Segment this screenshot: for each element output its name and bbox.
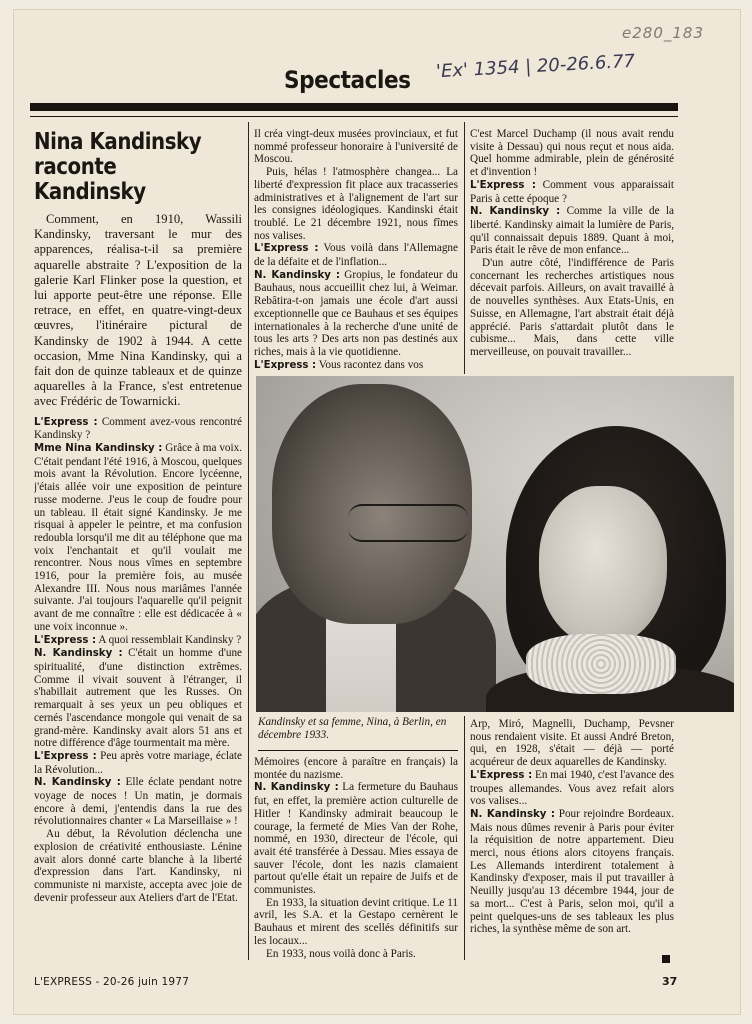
kandinsky-couple-photo (256, 376, 734, 712)
photo-caption: Kandinsky et sa femme, Nina, à Berlin, en décembre 1933. (258, 716, 447, 741)
speaker-label: N. Kandinsky : (254, 782, 339, 794)
interview-paragraph: N. Kandinsky : Comme la ville de la liberté. Kandinsky aimait la lumière de Paris, qu'il connaissait depuis 1889. Quant à moi, Paris était le rêve de mon enfance... (470, 205, 674, 257)
speaker-label: N. Kandinsky : (470, 206, 561, 218)
speaker-label: N. Kandinsky : (254, 269, 341, 281)
header-rule-thin (30, 116, 678, 117)
speaker-label: L'Express : (470, 179, 536, 191)
interview-paragraph: L'Express : Vous racontez dans vos (254, 358, 424, 371)
interview-paragraph: N. Kandinsky : La fermeture du Bauhaus fut, en effet, la première action culturelle de Hitler ! Kandinsky admirait beaucoup le courage, la fermeté de Mies Van der Rohe, nommé, en 1930, directeur de l'école, qui avait été transférée à Dessau. Mies essaya de sauver l'école, dont les nazis clamaient partout qu'elle était un repaire de Juifs et de communistes. (254, 781, 458, 897)
interview-paragraph: Mémoires (encore à paraître en français) la montée du nazisme. (254, 756, 458, 781)
interview-paragraph: L'Express : Comment vous apparaissait Paris à cette époque ? (470, 178, 674, 205)
article-headline (34, 130, 215, 205)
interview-paragraph: Il créa vingt-deux musées provinciaux, et fut nommé professeur honoraire à l'université de Moscou. (254, 128, 458, 166)
headline-line: Nina Kandinsky (34, 129, 202, 155)
interview-paragraph: D'un autre côté, l'indifférence de Paris concernant les recherches artistiques nous décevait parfois. Ailleurs, on avait travaillé à de nouvelles synthèses. Aux Etats-Unis, en Suisse, en Allemagne, l'art abstrait était déjà apprécié. Paris s'attardait plutôt dans le cubisme... Mais, dans cette ville merveilleuse, on pouvait travailler... (470, 257, 674, 358)
interview-paragraph: L'Express : A quoi ressemblait Kandinsky ? (34, 633, 242, 646)
caption-rule (258, 750, 458, 751)
speaker-label: L'Express : (34, 416, 98, 428)
archive-handwritten-note: 'Ex' 1354 | 20-26.6.77 (435, 50, 636, 83)
interview-paragraph: N. Kandinsky : Pour rejoindre Bordeaux. Mais nous dûmes revenir à Paris pour éviter la réquisition de notre appartement. Dieu merci, nous étions alors citoyens français. Les Allemands interdirent totalement à Kandinsky d'exposer, mais il put travailler à Neuilly jusqu'au 13 décembre 1944, jour de sa mort... C'est à Paris, selon moi, qu'il a peint quelques-uns de ses tableaux les plus riches, la synthèse même de son art. (470, 807, 674, 936)
speaker-label: N. Kandinsky : (34, 648, 123, 660)
header-rule-thick (30, 103, 678, 111)
interview-paragraph: Arp, Miró, Magnelli, Duchamp, Pevsner nous rendaient visite. Et aussi André Breton, qui, en 1928, s'était — déjà — porté acquéreur de deux aquarelles de Kandinsky. (470, 718, 674, 769)
page-number: 37 (662, 975, 678, 988)
archive-code: e280_183 (622, 24, 704, 42)
column-divider (464, 122, 465, 374)
article-intro: Comment, en 1910, Wassili Kandinsky, traversant le mur des apparences, réalisa-t-il sa première aquarelle abstraite ? L'exposition de la galerie Karl Flinker pose la question, et lui apporte peut-être une réponse. Elle retrace, en effet, en quatre-vingt-deux œuvres, l'itinéraire pictural de Kandinsky de 1902 à 1944. A cette occasion, Mme Nina Kandinsky, qui a fait don de quinze tableaux et de quinze aquarelles à la France, s'est entretenue avec Frédéric de Towarnicki. (34, 212, 242, 409)
interview-paragraph: L'Express : Comment avez-vous rencontré Kandinsky ? (34, 415, 242, 442)
speaker-label: L'Express : (34, 750, 97, 762)
headline-line: raconte (34, 154, 117, 180)
column-divider (464, 716, 465, 960)
photo-lace-collar (526, 634, 676, 694)
column-divider (248, 122, 249, 960)
interview-paragraph: En 1933, la situation devint critique. Le 11 avril, les S.A. et la Gestapo cernèrent le Bauhaus et mirent des scellés définitifs sur les locaux... (254, 896, 458, 947)
column-2-bottom (254, 756, 458, 962)
speaker-label: Mme Nina Kandinsky : (34, 443, 163, 455)
headline-line: Kandinsky (34, 179, 146, 205)
column-3-bottom (470, 718, 674, 962)
photo-woman-face (539, 486, 667, 646)
column-3-top (470, 128, 674, 372)
end-mark-icon (662, 955, 670, 963)
interview-paragraph: L'Express : En mai 1940, c'est l'avance des troupes allemandes. Vous avez refait alors vos valises... (470, 768, 674, 808)
interview-paragraph: L'Express : Peu après votre mariage, éclate la Révolution... (34, 749, 242, 776)
section-title: Spectacles (284, 66, 411, 94)
interview-paragraph: N. Kandinsky : C'était un homme d'une spiritualité, d'une distinction extrêmes. Comme il vivait souvent à l'étranger, il s'habillait autrement que les Russes. On remarquait à ses yeux un peu obliques et cernés l'ascendance mongole qui venait de sa grand-mère. Kandinsky avait alors 51 ans et notre différence d'âge tourmentait ma mère. (34, 647, 242, 750)
speaker-label: L'Express : (254, 359, 317, 371)
interview-paragraph: Au début, la Révolution déclencha une explosion de créativité enthousiaste. Lénine avait alors donné carte blanche à la liberté d'expression dans l'art. Kandinsky, ni communiste ni marxiste, accepta avec joie de devenir professeur aux Ateliers d'art de l'Etat. (34, 828, 242, 904)
interview-paragraph: Puis, hélas ! l'atmosphère changea... La liberté d'expression fit place aux tracasseries administratives et à l'alignement de l'art sur les consignes idéologiques. Kandinski était troublé. Le 21 décembre 1921, nous fîmes nos valises. (254, 166, 458, 242)
column-1 (34, 212, 242, 962)
speaker-label: N. Kandinsky : (34, 777, 121, 789)
column-2-top (254, 128, 458, 372)
footer-publication: L'EXPRESS - 20-26 juin 1977 (34, 976, 190, 988)
interview-paragraph: Mme Nina Kandinsky : Grâce à ma voix. C'était pendant l'été 1916, à Moscou, quelques mois avant la Révolution. Encore lycéenne, j'étais allée voir une exposition de peinture russe moderne. J'eus le coup de foudre pour un tableau. Il était signé Kandinsky. Je me risquai à appeler le peintre, et ma confusion redoubla lorsqu'il me dit au téléphone que ma voix l'enchantait et qu'il voulait me rencontrer. Nous nous vîmes en septembre 1916, pour la première fois, au musée Alexandre III. Nous nous mariâmes l'année suivante. J'ai toujours l'aquarelle qu'il peignit avant de me connaître : elle est dédicacée à « une voix inconnue ». (34, 442, 242, 633)
interview-paragraph: N. Kandinsky : Elle éclate pendant notre voyage de noces ! Un matin, je dormais encore à demi, j'entendis dans la rue des révolutionnaires chanter « La Marseillaise » ! (34, 776, 242, 828)
speaker-label: L'Express : (34, 634, 97, 646)
interview-paragraph: N. Kandinsky : Gropius, le fondateur du Bauhaus, nous accueillit chez lui, à Weimar. Rebâtira-t-on jamais une école d'art aussi exceptionnelle que ce Bauhaus et ses équipes internationales à la recherche d'une unité de tous les arts ? Des arts non pas destinés aux riches, mais à la vie quotidienne. (254, 268, 458, 358)
speaker-label: N. Kandinsky : (470, 808, 555, 820)
speaker-label: L'Express : (254, 243, 319, 255)
speaker-label: L'Express : (470, 769, 533, 781)
interview-paragraph: C'est Marcel Duchamp (il nous avait rendu visite à Dessau) qui nous reçut et nous aida. Quel homme admirable, plein de générosité et d'invention ! (470, 128, 674, 179)
interview-paragraph: En 1933, nous voilà donc à Paris. (266, 947, 416, 960)
photo-glasses (348, 504, 468, 542)
interview-paragraph: L'Express : Vous voilà dans l'Allemagne de la défaite et de l'inflation... (254, 242, 458, 269)
